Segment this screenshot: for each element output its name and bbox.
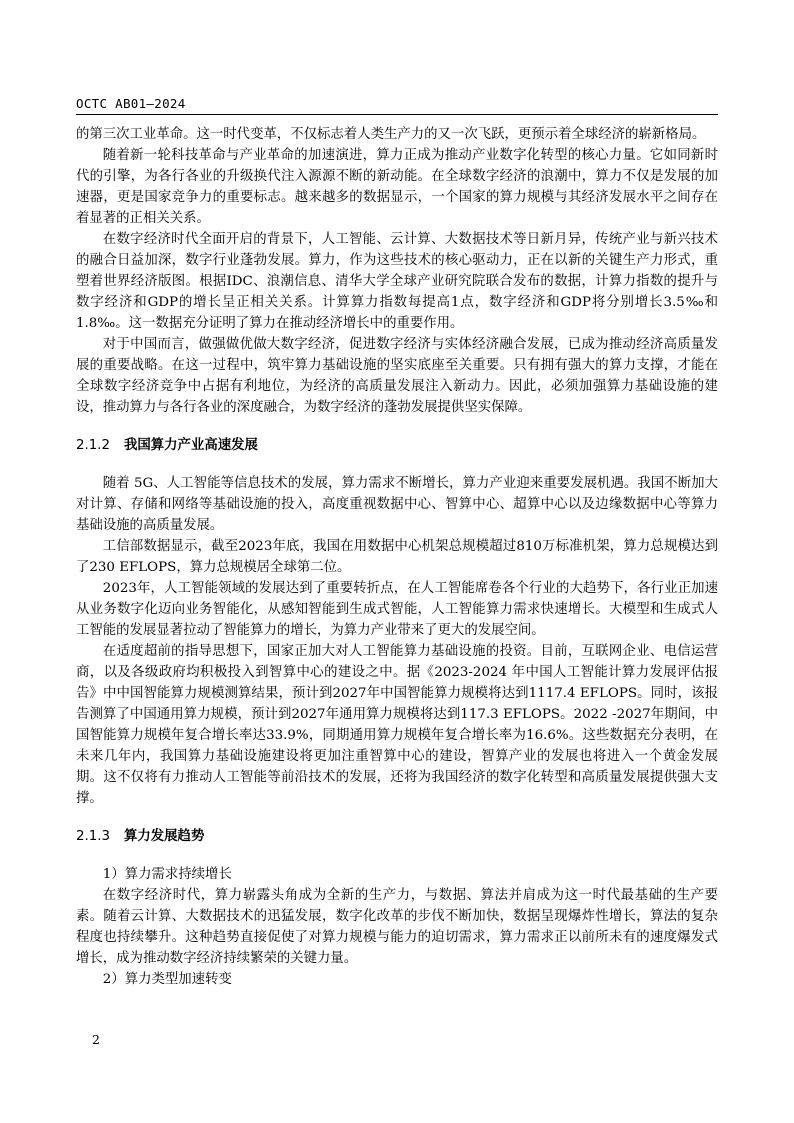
section-number: 2.1.2 (76, 438, 111, 453)
document-body (76, 124, 718, 990)
subsection-label: 2）算力类型加速转变 (102, 972, 232, 987)
section-title: 我国算力产业高速发展 (124, 438, 258, 453)
paragraph: 对于中国而言，做强做优做大数字经济，促进数字经济与实体经济融合发展，已成为推动经济高质量发展的重要战略。在这一过程中，筑牢算力基础设施的坚实底座至关重要。只有拥有强大的算力支撑，才能在全球数字经济竞争中占据有利地位，为经济的高质量发展注入新动力。因此，必须加强算力基础设施的建设，推动算力与各行各业的深度融合，为数字经济的蓬勃发展提供坚实保障。 (76, 337, 718, 415)
paragraph: 在数字经济时代，算力崭露头角成为全新的生产力，与数据、算法并肩成为这一时代最基础的生产要素。随着云计算、大数据技术的迅猛发展，数字化改革的步伐不断加快，数据呈现爆炸性增长，算法的复杂程度也持续攀升。这种趋势直接促使了对算力规模与能力的迫切需求，算力需求正以前所未有的速度爆发式增长，成为推动数字经济持续繁荣的关键力量。 (76, 888, 718, 966)
paragraph: 工信部数据显示，截至2023年底，我国在用数据中心机架总规模超过810万标准机架，算力总规模达到了230 EFLOPS，算力总规模居全球第二位。 (76, 539, 718, 575)
subsection-label: 1）算力需求持续增长 (102, 867, 232, 882)
paragraph: 随着新一轮科技革命与产业革命的加速演进，算力正成为推动产业数字化转型的核心力量。它如同新时代的引擎，为各行各业的升级换代注入源源不断的新动能。在全球数字经济的浪潮中，算力不仅是发展的加速器，更是国家竞争力的重要标志。越来越多的数据显示，一个国家的算力规模与其经济发展水平之间存在着显著的正相关关系。 (76, 148, 718, 226)
section-title: 算力发展趋势 (124, 829, 205, 844)
paragraph: 在数字经济时代全面开启的背景下，人工智能、云计算、大数据技术等日新月异，传统产业与新兴技术的融合日益加深，数字行业蓬勃发展。算力，作为这些技术的核心驱动力，正在以新的关键生产力形式，重塑着世界经济版图。根据IDC、浪潮信息、清华大学全球产业研究院联合发布的数据，计算力指数的提升与数字经济和GDP的增长呈正相关关系。计算算力指数每提高1点，数字经济和GDP将分别增长3.5‰和1.8‰。这一数据充分证明了算力在推动经济增长中的重要作用。 (76, 232, 718, 331)
paragraph: 在适度超前的指导思想下，国家正加大对人工智能算力基础设施的投资。目前，互联网企业、电信运营商，以及各级政府均积极投入到智算中心的建设之中。据《2023-2024 年中国人工智能计算力发展评估报告》中中国智能算力规模测算结果，预计到2027年中国智能算力规模将达到1117.4 EFLOPS。同时，该报告测算了中国通用算力规模，预计到2027年通用算力规模将达到117.3 EFLOPS。2022 -2027年期间，中国智能算力规模年复合增长率达33.9%，同期通用算力规模年复合增长率为16.6%。这些数据充分表明，在未来几年内，我国算力基础设施建设将更加注重智算中心的建设，智算产业的发展也将进入一个黄金发展期。这不仅将有力推动人工智能等前沿技术的发展，还将为我国经济的数字化转型和高质量发展提供强大支撑。 (76, 644, 718, 806)
paragraph: 2023年，人工智能领域的发展达到了重要转折点，在人工智能席卷各个行业的大趋势下，各行业正加速从业务数字化迈向业务智能化，从感知智能到生成式智能，人工智能算力需求快速增长。大模型和生成式人工智能的发展显著拉动了智能算力的增长，为算力产业带来了更大的发展空间。 (76, 581, 718, 638)
header-divider (76, 114, 718, 115)
section-heading (76, 826, 718, 847)
paragraph: 的第三次工业革命。这一时代变革，不仅标志着人类生产力的又一次飞跃，更预示着全球经济的崭新格局。 (76, 127, 706, 142)
document-code: OCTC AB01—2024 (76, 96, 186, 111)
page-number: 2 (92, 1032, 100, 1047)
section-heading (76, 435, 718, 456)
paragraph: 随着 5G、人工智能等信息技术的发展，算力需求不断增长，算力产业迎来重要发展机遇。我国不断加大对计算、存储和网络等基础设施的投入，高度重视数据中心、智算中心、超算中心以及边缘数据中心等算力基础设施的高质量发展。 (76, 476, 718, 533)
section-number: 2.1.3 (76, 829, 111, 844)
